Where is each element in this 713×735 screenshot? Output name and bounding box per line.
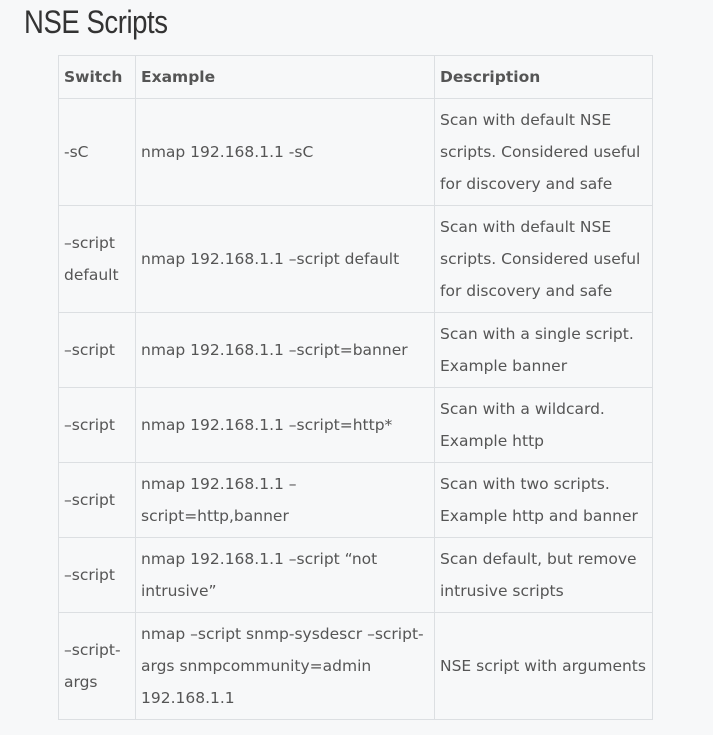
description-cell: Scan with a wildcard. Example http xyxy=(435,388,653,463)
switch-cell: –script xyxy=(59,313,136,388)
description-cell: Scan with default NSE scripts. Considered useful for discovery and safe xyxy=(435,206,653,313)
header-description: Description xyxy=(435,56,653,99)
switch-cell: –script xyxy=(59,463,136,538)
description-cell: NSE script with arguments xyxy=(435,613,653,720)
example-cell: nmap 192.168.1.1 –script “not intrusive” xyxy=(136,538,435,613)
nse-scripts-table xyxy=(58,55,653,720)
table-row xyxy=(59,463,653,538)
description-cell: Scan default, but remove intrusive scripts xyxy=(435,538,653,613)
switch-cell: –script xyxy=(59,538,136,613)
table-row xyxy=(59,388,653,463)
example-cell: nmap 192.168.1.1 –script=http* xyxy=(136,388,435,463)
switch-cell: –script-args xyxy=(59,613,136,720)
description-cell: Scan with two scripts. Example http and banner xyxy=(435,463,653,538)
switch-cell: –script xyxy=(59,388,136,463)
example-cell: nmap 192.168.1.1 –script=http,banner xyxy=(136,463,435,538)
example-cell: nmap –script snmp-sysdescr –script-args snmpcommunity=admin 192.168.1.1 xyxy=(136,613,435,720)
header-example: Example xyxy=(136,56,435,99)
page-title: NSE Scripts xyxy=(24,4,168,40)
table-row xyxy=(59,313,653,388)
description-cell: Scan with default NSE scripts. Considered useful for discovery and safe xyxy=(435,99,653,206)
header-switch: Switch xyxy=(59,56,136,99)
example-cell: nmap 192.168.1.1 –script=banner xyxy=(136,313,435,388)
description-cell: Scan with a single script. Example banner xyxy=(435,313,653,388)
table-row xyxy=(59,206,653,313)
table-row xyxy=(59,538,653,613)
table-row xyxy=(59,99,653,206)
example-cell: nmap 192.168.1.1 -sC xyxy=(136,99,435,206)
example-cell: nmap 192.168.1.1 –script default xyxy=(136,206,435,313)
table-header-row xyxy=(59,56,653,99)
switch-cell: –script default xyxy=(59,206,136,313)
switch-cell: -sC xyxy=(59,99,136,206)
table-row xyxy=(59,613,653,720)
